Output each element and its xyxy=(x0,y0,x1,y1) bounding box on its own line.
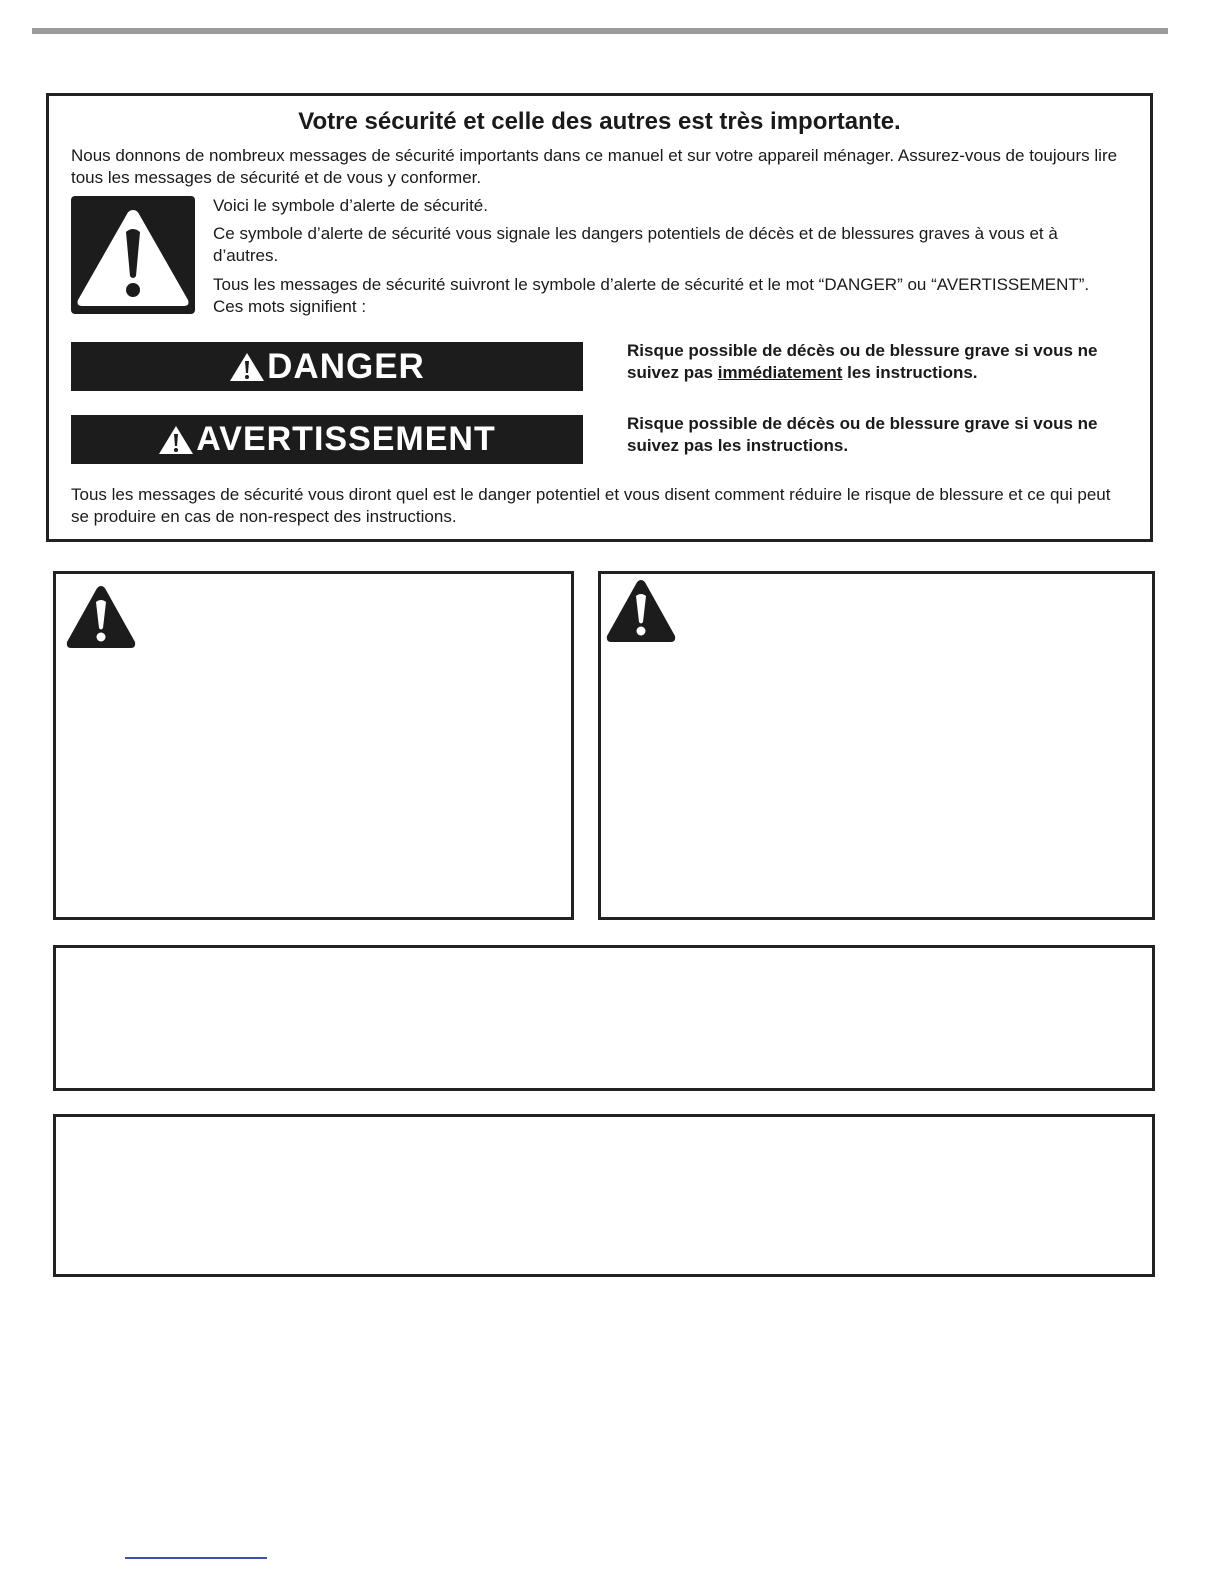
symbol-meaning-text: Ce symbole d’alerte de sécurité vous signale les dangers potentiels de décès et de blessures graves à vous et à d’autres. xyxy=(213,224,1058,265)
danger-label: DANGER xyxy=(267,346,425,386)
symbol-intro-text: Voici le symbole d’alerte de sécurité. xyxy=(213,196,488,215)
warning-panel-left xyxy=(53,571,574,920)
warning-signal-banner xyxy=(71,415,583,464)
intro-title: Votre sécurité et celle des autres est très importante. xyxy=(298,108,901,135)
warning-triangle-icon xyxy=(229,352,265,382)
notice-panel xyxy=(53,945,1155,1091)
symbol-follow-text: Tous les messages de sécurité suivront le symbole d’alerte de sécurité et le mot “DANGER” ou “AVERTISSEMENT”. Ces mots signifient : xyxy=(213,275,1090,316)
danger-description: Risque possible de décès ou de blessure grave si vous ne suivez pas immédiatement les instructions. xyxy=(627,341,1098,382)
intro-closing-paragraph: Tous les messages de sécurité vous diront quel est le danger potentiel et vous disent comment réduire le risque de blessure et ce qui peut se produire en cas de non-respect des instructions. xyxy=(71,485,1111,526)
safety-alert-symbol-icon xyxy=(71,196,195,314)
warning-description: Risque possible de décès ou de blessure grave si vous ne suivez pas les instructions. xyxy=(627,414,1098,455)
danger-signal-banner xyxy=(71,342,583,391)
top-rule xyxy=(32,28,1168,34)
intro-paragraph: Nous donnons de nombreux messages de sécurité importants dans ce manuel et sur votre appareil ménager. Assurez-vous de toujours lire tous les messages de sécurité et de vous y conformer. xyxy=(71,146,1118,187)
warning-panel-right xyxy=(598,571,1155,920)
warning-triangle-icon xyxy=(65,584,137,650)
warning-label: AVERTISSEMENT xyxy=(196,420,496,458)
footer-link-underline[interactable] xyxy=(125,1557,267,1559)
warning-triangle-icon xyxy=(158,425,194,455)
warning-triangle-icon xyxy=(605,578,677,644)
safety-intro-box xyxy=(46,93,1153,542)
notice-panel xyxy=(53,1114,1155,1277)
